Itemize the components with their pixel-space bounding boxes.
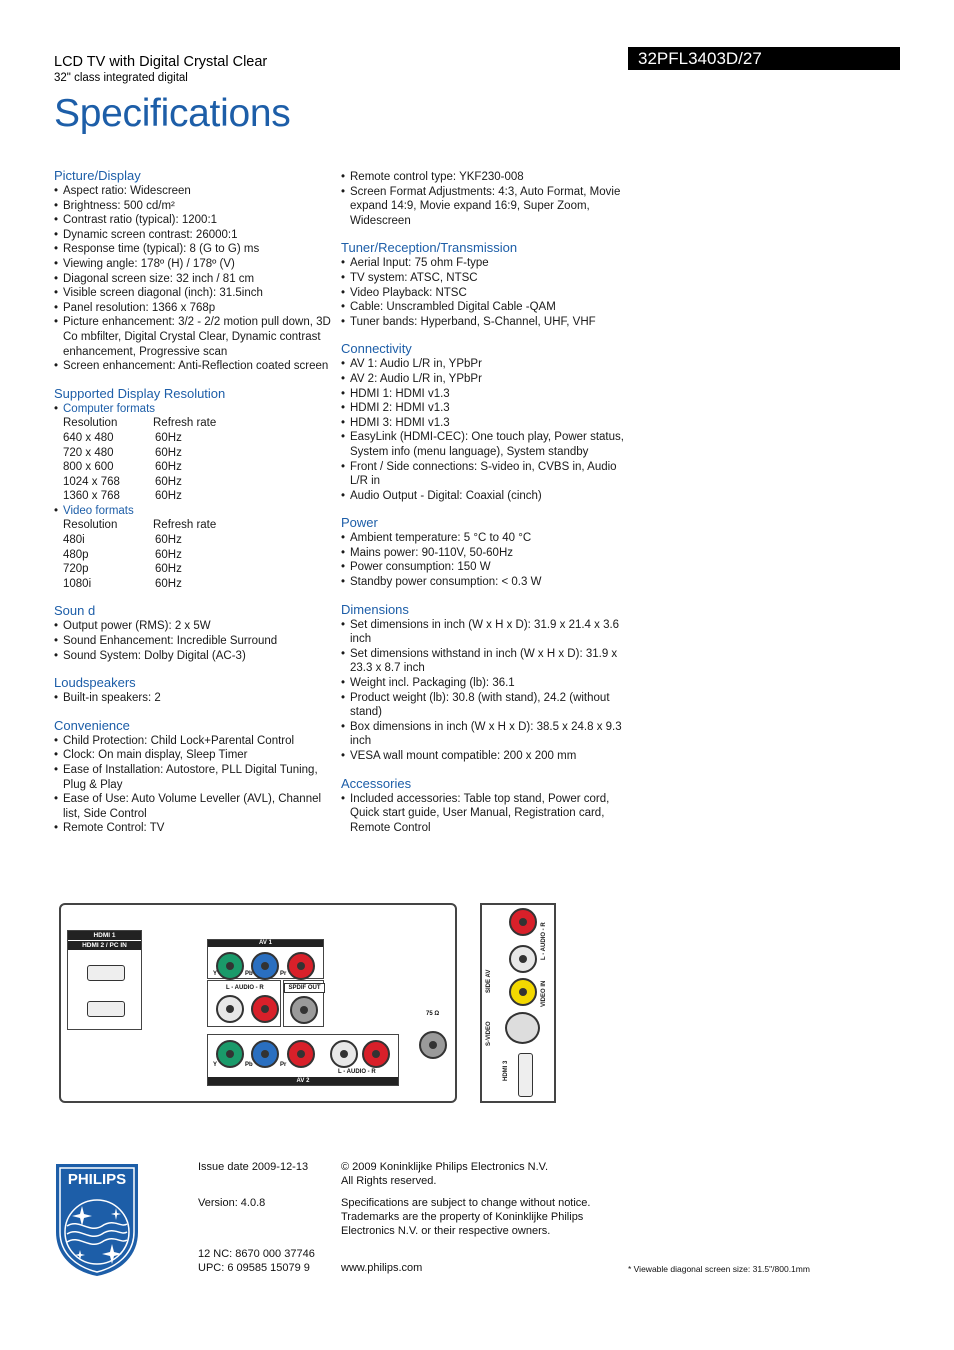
pb-jack-icon <box>251 952 279 980</box>
audio-lr-label: L - AUDIO - R <box>226 985 264 991</box>
hdmi-input-group <box>67 930 142 1030</box>
connectivity-list <box>341 357 626 503</box>
list-item: • Sound Enhancement: Incredible Surround <box>54 634 339 649</box>
picture-display-list <box>54 184 339 374</box>
refresh-column-header: Refresh rate <box>153 519 217 532</box>
list-item: • TV system: ATSC, NTSC <box>341 271 626 286</box>
table-row <box>54 489 339 504</box>
y-jack-icon <box>216 952 244 980</box>
list-item: • Box dimensions in inch (W x H x D): 38.5 x 24.8 x 9.3 inch <box>341 720 626 749</box>
section-title-power: Power <box>341 515 378 531</box>
s-video-port-icon <box>505 1012 540 1044</box>
hdmi-port-icon <box>87 965 125 981</box>
page-title: Specifications <box>54 92 291 135</box>
av1-label: AV 1 <box>208 940 323 947</box>
list-item: • Dynamic screen contrast: 26000:1 <box>54 228 339 243</box>
loudspeakers-list <box>54 691 339 706</box>
refresh-cell: 60Hz <box>155 431 182 444</box>
pr-label: Pr <box>280 971 287 977</box>
copyright: © 2009 Koninklijke Philips Electronics N.V. <box>341 1161 549 1173</box>
list-item: • Child Protection: Child Lock+Parental Control <box>54 734 339 749</box>
video-formats-heading: • Video formats <box>54 504 339 519</box>
section-title-sound: Soun d <box>54 603 96 619</box>
table-row <box>54 446 339 461</box>
s-video-label: S-VIDEO <box>486 1021 492 1046</box>
resolution-cell: 640 x 480 <box>63 431 114 444</box>
refresh-cell: 60Hz <box>155 548 182 561</box>
accessories-list <box>341 792 626 836</box>
list-item: • Diagonal screen size: 32 inch / 81 cm <box>54 272 339 287</box>
list-item: • AV 1: Audio L/R in, YPbPr <box>341 357 626 372</box>
audio-left-jack-icon <box>330 1040 358 1068</box>
table-row <box>54 577 339 592</box>
audio-left-jack-icon <box>216 995 244 1023</box>
section-title-tuner: Tuner/Reception/Transmission <box>341 240 518 256</box>
list-item: • Sound System: Dolby Digital (AC-3) <box>54 649 339 664</box>
list-item: • Output power (RMS): 2 x 5W <box>54 619 339 634</box>
side-av-label: SIDE AV <box>486 969 492 993</box>
power-list <box>341 531 626 589</box>
philips-logo <box>54 1162 140 1278</box>
notice-line-1: Specifications are subject to change without notice. <box>341 1197 591 1209</box>
product-title: LCD TV with Digital Crystal Clear <box>54 54 268 70</box>
av2-label: AV 2 <box>208 1077 398 1085</box>
list-item: • EasyLink (HDMI-CEC): One touch play, Power status, System info (menu language), System standby <box>341 430 626 459</box>
notice-line-2: Trademarks are the property of Koninklijke Philips <box>341 1211 584 1223</box>
y-label: Y <box>213 1062 218 1068</box>
list-item: • Remote Control: TV <box>54 821 339 836</box>
tuner-list <box>341 256 626 329</box>
list-item: • Mains power: 90-110V, 50-60Hz <box>341 546 626 561</box>
resolution-column-header: Resolution <box>63 519 118 532</box>
resolution-cell: 720 x 480 <box>63 446 114 459</box>
resolution-header-row <box>54 518 339 533</box>
table-row <box>54 475 339 490</box>
dimensions-list <box>341 618 626 764</box>
section-title-accessories: Accessories <box>341 775 412 791</box>
hdmi2-label: HDMI 2 / PC IN <box>68 941 141 950</box>
pb-label: Pb <box>245 1062 253 1068</box>
pb-label: Pb <box>245 971 253 977</box>
pb-jack-icon <box>251 1040 279 1068</box>
resolution-cell: 480p <box>63 548 89 561</box>
list-item: • VESA wall mount compatible: 200 x 200 mm <box>341 749 626 764</box>
list-item: • HDMI 2: HDMI v1.3 <box>341 401 626 416</box>
side-audio-label: L - AUDIO - R <box>541 922 547 960</box>
resolution-header-row <box>54 416 339 431</box>
list-item: • Screen Format Adjustments: 4:3, Auto Format, Movie expand 14:9, Movie expand 16:9, Super Zoom, Widescreen <box>341 185 626 229</box>
list-item: • Tuner bands: Hyperband, S-Channel, UHF, VHF <box>341 315 626 330</box>
list-item: • Contrast ratio (typical): 1200:1 <box>54 213 339 228</box>
model-number: 32PFL3403D/27 <box>628 47 900 70</box>
sound-list <box>54 619 339 663</box>
issue-date: Issue date 2009-12-13 <box>198 1161 309 1173</box>
resolution-cell: 1080i <box>63 577 92 590</box>
refresh-cell: 60Hz <box>155 563 182 576</box>
nc-code: 12 NC: 8670 000 37746 <box>198 1248 315 1260</box>
list-item: • Aspect ratio: Widescreen <box>54 184 339 199</box>
list-item: • Set dimensions in inch (W x H x D): 31.9 x 21.4 x 3.6 inch <box>341 618 626 647</box>
side-audio-left-jack-icon <box>509 945 537 973</box>
resolution-cell: 480i <box>63 534 85 547</box>
resolution-cell: 800 x 600 <box>63 461 114 474</box>
section-title-picture-display: Picture/Display <box>54 168 141 183</box>
refresh-cell: 60Hz <box>155 577 182 590</box>
list-item: • Ambient temperature: 5 °C to 40 °C <box>341 531 626 546</box>
audio-lr-label: L - AUDIO - R <box>338 1069 376 1075</box>
list-item: • Audio Output - Digital: Coaxial (cinch) <box>341 489 626 504</box>
product-subtitle: 32" class integrated digital <box>54 72 188 84</box>
website-link[interactable]: www.philips.com <box>341 1262 423 1274</box>
section-title-loudspeakers: Loudspeakers <box>54 675 136 691</box>
list-item: • HDMI 1: HDMI v1.3 <box>341 387 626 402</box>
list-item: • Cable: Unscrambled Digital Cable -QAM <box>341 300 626 315</box>
spdif-jack-icon <box>290 996 318 1024</box>
table-row <box>54 548 339 563</box>
notice-line-3: Electronics N.V. or their respective owners. <box>341 1225 551 1237</box>
logo-wordmark: PHILIPS <box>67 1171 127 1188</box>
list-item: • Remote control type: YKF230-008 <box>341 170 626 185</box>
table-row <box>54 431 339 446</box>
list-item: • HDMI 3: HDMI v1.3 <box>341 416 626 431</box>
pr-jack-icon <box>287 952 315 980</box>
y-label: Y <box>213 971 218 977</box>
section-title-dimensions: Dimensions <box>341 601 409 617</box>
video-in-jack-icon <box>509 978 537 1006</box>
video-in-label: VIDEO IN <box>541 980 547 1007</box>
list-item: • Ease of Use: Auto Volume Leveller (AVL), Channel list, Side Control <box>54 792 339 821</box>
upc-code: UPC: 6 09585 15079 9 <box>198 1262 310 1274</box>
remote-list <box>341 170 626 228</box>
list-item: • Standby power consumption: < 0.3 W <box>341 575 626 590</box>
list-item: • Weight incl. Packaging (lb): 36.1 <box>341 676 626 691</box>
left-spec-column <box>54 168 339 836</box>
resolution-column-header: Resolution <box>63 417 118 430</box>
hdmi3-port-icon <box>518 1053 533 1097</box>
table-row <box>54 562 339 577</box>
resolution-cell: 720p <box>63 563 89 576</box>
list-item: • Viewing angle: 178º (H) / 178º (V) <box>54 257 339 272</box>
audio-right-jack-icon <box>251 995 279 1023</box>
refresh-cell: 60Hz <box>155 461 182 474</box>
pr-label: Pr <box>280 1062 287 1068</box>
list-item: • AV 2: Audio L/R in, YPbPr <box>341 372 626 387</box>
table-row <box>54 460 339 475</box>
list-item: • Picture enhancement: 3/2 - 2/2 motion pull down, 3D Co mbfilter, Digital Crystal Clear, Dynamic contrast enhancement, Progressive scan <box>54 315 339 359</box>
antenna-jack-icon <box>419 1031 447 1059</box>
list-item: • Brightness: 500 cd/m² <box>54 199 339 214</box>
computer-formats-heading: • Computer formats <box>54 402 339 417</box>
convenience-list <box>54 734 339 836</box>
antenna-label: 75 Ω <box>426 1011 440 1017</box>
refresh-cell: 60Hz <box>155 490 182 503</box>
list-item: • Clock: On main display, Sleep Timer <box>54 748 339 763</box>
section-title-connectivity: Connectivity <box>341 341 412 357</box>
y-jack-icon <box>216 1040 244 1068</box>
refresh-column-header: Refresh rate <box>153 417 217 430</box>
right-spec-column <box>341 170 626 835</box>
list-item: • Front / Side connections: S-video in, CVBS in, Audio L/R in <box>341 460 626 489</box>
section-title-display-resolution: Supported Display Resolution <box>54 385 226 401</box>
list-item: • Panel resolution: 1366 x 768p <box>54 301 339 316</box>
hdmi3-label: HDMI 3 <box>503 1060 509 1081</box>
list-item: • Ease of Installation: Autostore, PLL Digital Tuning, Plug & Play <box>54 763 339 792</box>
refresh-cell: 60Hz <box>155 534 182 547</box>
hdmi-port-icon <box>87 1001 125 1017</box>
list-item: • Built-in speakers: 2 <box>54 691 339 706</box>
hdmi1-label: HDMI 1 <box>68 931 141 940</box>
rights: All Rights reserved. <box>341 1175 437 1187</box>
list-item: • Product weight (lb): 30.8 (with stand), 24.2 (without stand) <box>341 691 626 720</box>
version: Version: 4.0.8 <box>198 1197 266 1209</box>
table-row <box>54 533 339 548</box>
list-item: • Aerial Input: 75 ohm F-type <box>341 256 626 271</box>
resolution-cell: 1360 x 768 <box>63 490 120 503</box>
list-item: • Power consumption: 150 W <box>341 560 626 575</box>
list-item: • Screen enhancement: Anti-Reflection coated screen <box>54 359 339 374</box>
list-item: • Response time (typical): 8 (G to G) ms <box>54 242 339 257</box>
list-item: • Included accessories: Table top stand, Power cord, Quick start guide, User Manual, Registration card, Remote Control <box>341 792 626 836</box>
spdif-label: SPDIF OUT <box>284 983 325 993</box>
refresh-cell: 60Hz <box>155 446 182 459</box>
section-title-convenience: Convenience <box>54 717 130 733</box>
audio-right-jack-icon <box>362 1040 390 1068</box>
list-item: • Video Playback: NTSC <box>341 286 626 301</box>
footnote: * Viewable diagonal screen size: 31.5"/800.1mm <box>628 1264 810 1274</box>
refresh-cell: 60Hz <box>155 475 182 488</box>
list-item: • Set dimensions withstand in inch (W x H x D): 31.9 x 23.3 x 8.7 inch <box>341 647 626 676</box>
list-item: • Visible screen diagonal (inch): 31.5inch <box>54 286 339 301</box>
side-audio-right-jack-icon <box>509 908 537 936</box>
pr-jack-icon <box>287 1040 315 1068</box>
resolution-cell: 1024 x 768 <box>63 475 120 488</box>
